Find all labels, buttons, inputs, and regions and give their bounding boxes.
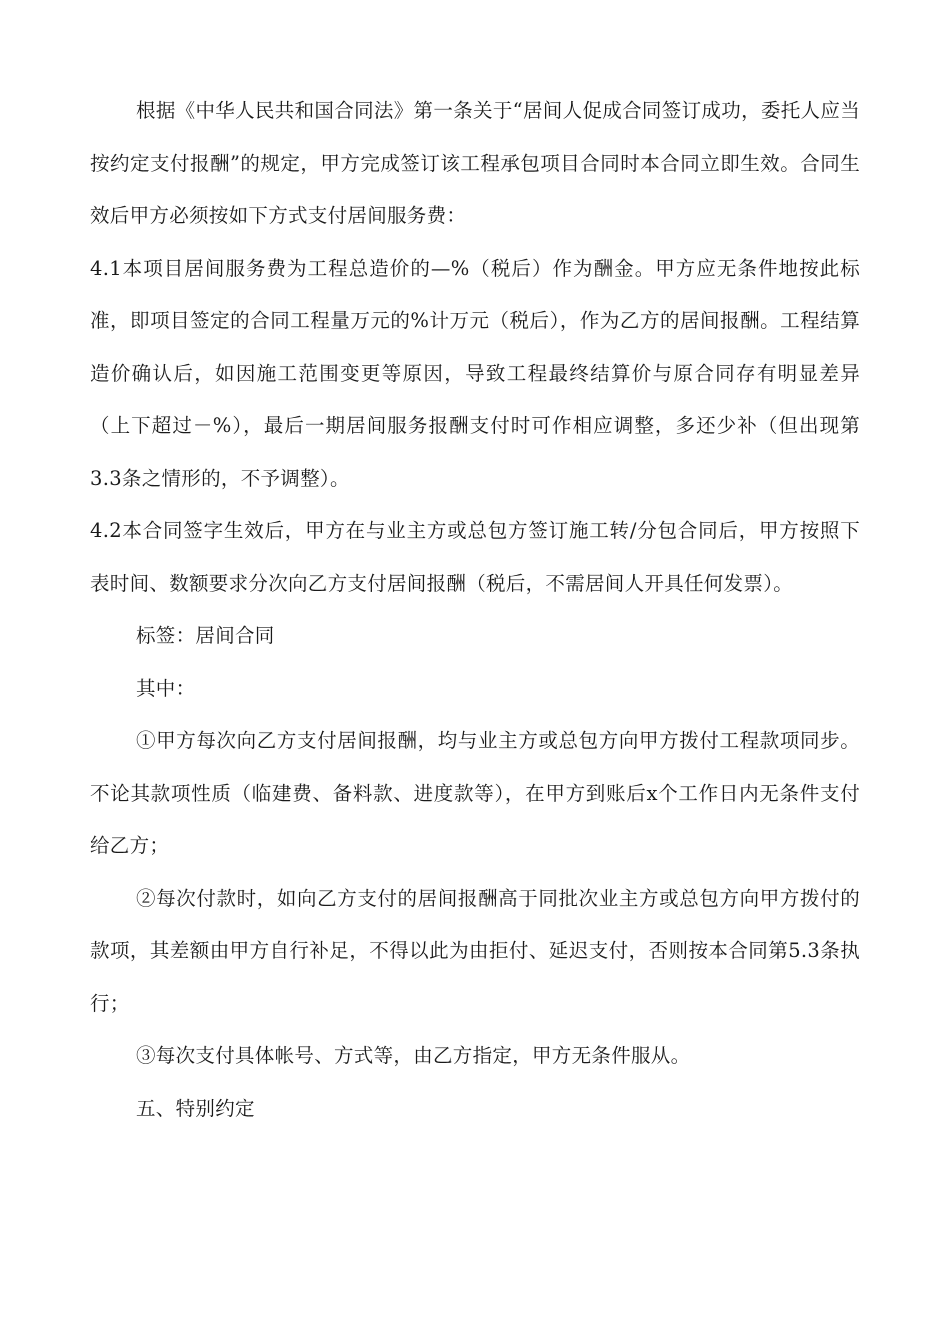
among-line: 其中： [136,676,196,700]
intro-paragraph: 根据《中华人民共和国合同法》第一条关于“居间人促成合同签订成功，委托人应当按约定支付报酬”的规定，甲方完成签订该工程承包项目合同时本合同立即生效。合同生效后甲方必须按如下方式支付居间服务费： [90,99,860,227]
item-2-paragraph: ②每次付款时，如向乙方支付的居间报酬高于同批次业主方或总包方向甲方拨付的款项，其差额由甲方自行补足，不得以此为由拒付、延迟支付，否则按本合同第5.3条执行； [90,886,860,1015]
clause-4-2-paragraph: 4.2本合同签字生效后，甲方在与业主方或总包方签订施工转/分包合同后，甲方按照下表时间、数额要求分次向乙方支付居间报酬（税后，不需居间人开具任何发票）。 [90,519,860,595]
item-1-paragraph: ①甲方每次向乙方支付居间报酬，均与业主方或总包方向甲方拨付工程款项同步。不论其款项性质（临建费、备料款、进度款等），在甲方到账后x个工作日内无条件支付给乙方； [90,729,860,857]
item-3-paragraph: ③每次支付具体帐号、方式等，由乙方指定，甲方无条件服从。 [136,1044,691,1067]
clause-4-1-paragraph: 4.1本项目居间服务费为工程总造价的—%（税后）作为酬金。甲方应无条件地按此标准，即项目签定的合同工程量万元的%计万元（税后），作为乙方的居间报酬。工程结算造价确认后，如因施工范围变更等原因，导致工程最终结算价与原合同存有明显差异（上下超过－%），最后一期居间服务报酬支付时可作相应调整，多还少补（但出现第3.3条之情形的，不予调整）。 [90,256,860,490]
tag-line: 标签：居间合同 [136,624,275,647]
document-page [90,85,860,1135]
section-5-heading: 五、特别约定 [136,1096,255,1120]
